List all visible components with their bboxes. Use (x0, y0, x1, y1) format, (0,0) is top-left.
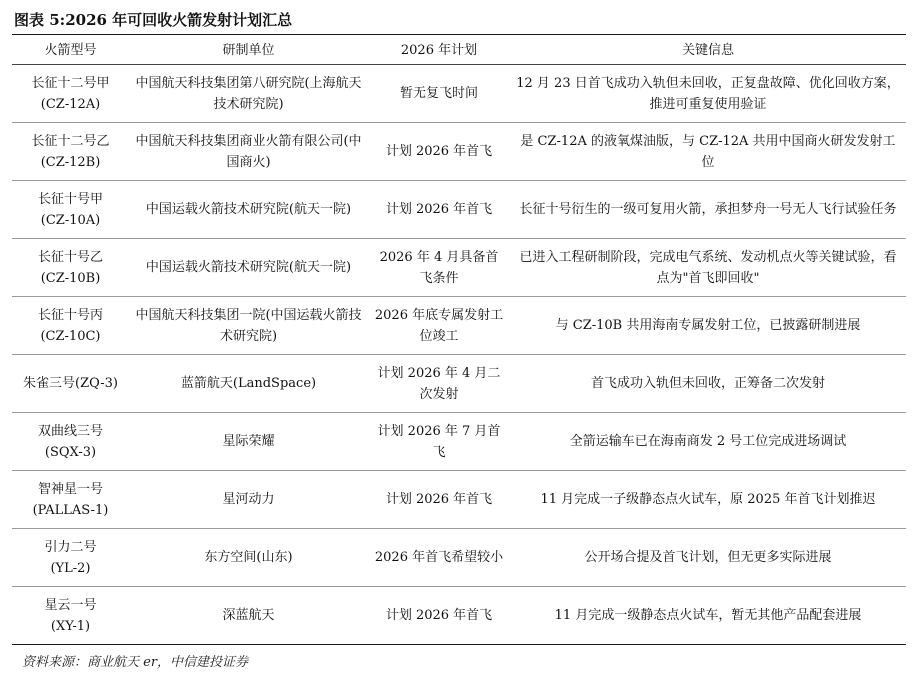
rocket-name: 长征十号甲 (37, 191, 103, 207)
table-row (12, 181, 906, 239)
table-row (12, 239, 906, 297)
rocket-name: 星云一号 (44, 597, 97, 613)
rocket-model-cell (12, 123, 129, 181)
rocket-name: 引力二号 (44, 539, 97, 555)
rocket-model-cell (12, 355, 129, 413)
rocket-plan-table (12, 36, 906, 645)
rocket-code: (CZ-10B) (40, 270, 101, 286)
plan-cell: 2026 年底专属发射工位竣工 (368, 297, 510, 355)
info-cell: 首飞成功入轨但未回收，正筹备二次发射 (510, 355, 906, 413)
rocket-name: 智神星一号 (37, 481, 103, 497)
developer-cell: 中国运载火箭技术研究院(航天一院) (129, 181, 368, 239)
info-cell: 11 月完成一子级静态点火试车，原 2025 年首飞计划推迟 (510, 471, 906, 529)
rocket-code: (SQX-3) (44, 444, 97, 460)
rocket-code: (CZ-12B) (40, 154, 101, 170)
table-row (12, 355, 906, 413)
table-row (12, 529, 906, 587)
rocket-name: 长征十二号乙 (31, 133, 110, 149)
rocket-model-cell (12, 529, 129, 587)
plan-cell: 暂无复飞时间 (368, 65, 510, 123)
developer-cell: 中国航天科技集团一院(中国运载火箭技术研究院) (129, 297, 368, 355)
figure-title: 图表 5:2026 年可回收火箭发射计划汇总 (14, 11, 293, 29)
table-row (12, 413, 906, 471)
plan-cell: 2026 年 4 月具备首飞条件 (368, 239, 510, 297)
rocket-name: 长征十二号甲 (31, 75, 110, 91)
plan-cell: 2026 年首飞希望较小 (368, 529, 510, 587)
plan-cell: 计划 2026 年 4 月二次发射 (368, 355, 510, 413)
rocket-code: (CZ-10A) (40, 212, 101, 228)
rocket-model-cell (12, 297, 129, 355)
table-row (12, 297, 906, 355)
header-developer: 研制单位 (129, 36, 368, 65)
top-rule (12, 34, 906, 35)
rocket-model-cell (12, 239, 129, 297)
rocket-model-cell (12, 413, 129, 471)
info-cell: 12 月 23 日首飞成功入轨但未回收，正复盘故障、优化回收方案，推进可重复使用验证 (510, 65, 906, 123)
rocket-name: 双曲线三号 (37, 423, 103, 439)
rocket-code: (YL-2) (50, 560, 91, 576)
info-cell: 11 月完成一级静态点火试车，暂无其他产品配套进展 (510, 587, 906, 645)
plan-cell: 计划 2026 年首飞 (368, 587, 510, 645)
plan-cell: 计划 2026 年首飞 (368, 181, 510, 239)
source-note: 资料来源：商业航天 er，中信建投证券 (22, 655, 249, 670)
rocket-model-cell (12, 471, 129, 529)
developer-cell: 星际荣耀 (129, 413, 368, 471)
rocket-model-cell (12, 587, 129, 645)
table-row (12, 471, 906, 529)
rocket-model-cell (12, 181, 129, 239)
rocket-name: 朱雀三号 (23, 376, 76, 391)
table-header-row (12, 36, 906, 65)
rocket-code: (CZ-12A) (40, 96, 101, 112)
info-cell: 公开场合提及首飞计划，但无更多实际进展 (510, 529, 906, 587)
rocket-code: (ZQ-3) (75, 376, 118, 391)
rocket-code: (XY-1) (50, 618, 91, 634)
info-cell: 与 CZ-10B 共用海南专属发射工位，已披露研制进展 (510, 297, 906, 355)
rocket-name: 长征十号丙 (37, 307, 103, 323)
info-cell: 已进入工程研制阶段，完成电气系统、发动机点火等关键试验，看点为"首飞即回收" (510, 239, 906, 297)
developer-cell: 中国运载火箭技术研究院(航天一院) (129, 239, 368, 297)
table-row (12, 65, 906, 123)
developer-cell: 深蓝航天 (129, 587, 368, 645)
header-plan-2026: 2026 年计划 (368, 36, 510, 65)
rocket-code: (CZ-10C) (40, 328, 101, 344)
table-row (12, 587, 906, 645)
developer-cell: 东方空间(山东) (129, 529, 368, 587)
info-cell: 全箭运输车已在海南商发 2 号工位完成进场调试 (510, 413, 906, 471)
plan-cell: 计划 2026 年 7 月首飞 (368, 413, 510, 471)
plan-cell: 计划 2026 年首飞 (368, 471, 510, 529)
developer-cell: 星河动力 (129, 471, 368, 529)
table-row (12, 123, 906, 181)
header-key-info: 关键信息 (510, 36, 906, 65)
info-cell: 长征十号衍生的一级可复用火箭，承担梦舟一号无人飞行试验任务 (510, 181, 906, 239)
rocket-model-cell (12, 65, 129, 123)
header-rocket-model: 火箭型号 (12, 36, 129, 65)
rocket-name: 长征十号乙 (37, 249, 103, 265)
developer-cell: 中国航天科技集团第八研究院(上海航天技术研究院) (129, 65, 368, 123)
rocket-code: (PALLAS-1) (32, 502, 109, 518)
info-cell: 是 CZ-12A 的液氧煤油版，与 CZ-12A 共用中国商火研发发射工位 (510, 123, 906, 181)
developer-cell: 蓝箭航天(LandSpace) (129, 355, 368, 413)
developer-cell: 中国航天科技集团商业火箭有限公司(中国商火) (129, 123, 368, 181)
plan-cell: 计划 2026 年首飞 (368, 123, 510, 181)
